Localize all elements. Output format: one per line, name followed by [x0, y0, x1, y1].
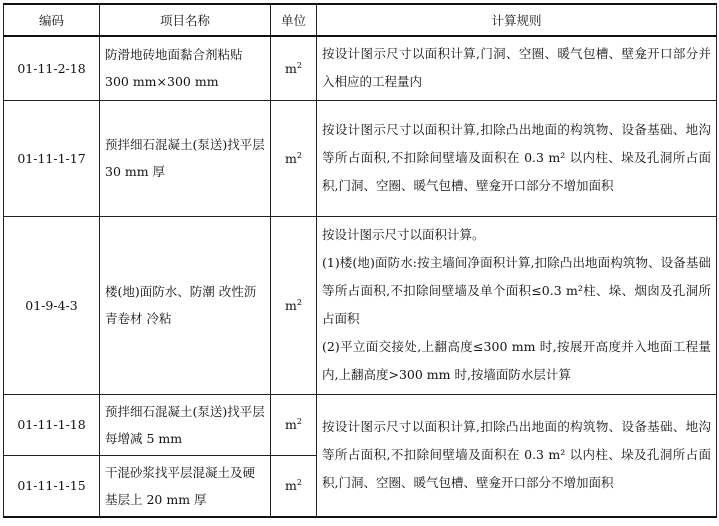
rule-text: 按设计图示尺寸以面积计算。: [322, 227, 485, 242]
rule-text: 按设计图示尺寸以面积计算,门洞、空圈、暖气包槽、壁龛开口部分并入相应的工程量内: [322, 46, 711, 90]
header-row: [4, 4, 717, 36]
rule-text: (1)楼(地)面防水:按主墙间净面积计算,扣除凸出地面构筑物、设备基础等所占面积,不扣除间壁墙及单个面积≤0.3 m²柱、垛、烟囱及孔洞所占面积: [322, 255, 711, 326]
item-rule: [317, 100, 717, 216]
rule-text: 按设计图示尺寸以面积计算,扣除凸出地面的构筑物、设备基础、地沟等所占面积,不扣除间壁墙及面积在 0.3 m² 以内柱、垛及孔洞所占面积,门洞、空圈、暖气包槽、壁龛开口部分不增加面积: [322, 419, 711, 490]
header-code: 编码: [4, 4, 100, 36]
item-name: 楼(地)面防水、防潮 改性沥青卷材 冷粘: [100, 216, 271, 394]
item-code: 01-9-4-3: [4, 216, 100, 394]
item-unit: $m^2$: [271, 455, 317, 517]
item-unit: $m^2$: [271, 394, 317, 455]
rule-text: 按设计图示尺寸以面积计算,扣除凸出地面的构筑物、设备基础、地沟等所占面积,不扣除间壁墙及面积在 0.3 m² 以内柱、垛及孔洞所占面积,门洞、空圈、暖气包槽、壁龛开口部分不增加面积: [322, 122, 711, 193]
table-row: [4, 394, 717, 455]
item-name: 干混砂浆找平层混凝土及硬基层上 20 mm 厚: [100, 455, 271, 517]
table-row: [4, 36, 717, 100]
item-rule: [317, 394, 717, 517]
header-name: 项目名称: [100, 4, 271, 36]
item-code: 01-11-1-18: [4, 394, 100, 455]
item-unit: $m^2$: [271, 100, 317, 216]
item-name: 防滑地砖地面黏合剂粘贴 300 mm×300 mm: [100, 36, 271, 100]
table-row: [4, 216, 717, 394]
header-unit: 单位: [271, 4, 317, 36]
item-code: 01-11-2-18: [4, 36, 100, 100]
item-unit: $m^2$: [271, 36, 317, 100]
item-rule: [317, 36, 717, 100]
table-row: [4, 100, 717, 216]
item-code: 01-11-1-15: [4, 455, 100, 517]
item-unit: $m^2$: [271, 216, 317, 394]
item-rule: [317, 216, 717, 394]
rule-text: (2)平立面交接处,上翻高度≤300 mm 时,按展开高度并入地面工程量内,上翻高度>300 mm 时,按墙面防水层计算: [322, 339, 711, 382]
item-name: 预拌细石混凝土(泵送)找平层 30 mm 厚: [100, 100, 271, 216]
item-code: 01-11-1-17: [4, 100, 100, 216]
item-name: 预拌细石混凝土(泵送)找平层 每增减 5 mm: [100, 394, 271, 455]
quota-rules-table: [3, 3, 717, 518]
header-rule: 计算规则: [317, 4, 717, 36]
